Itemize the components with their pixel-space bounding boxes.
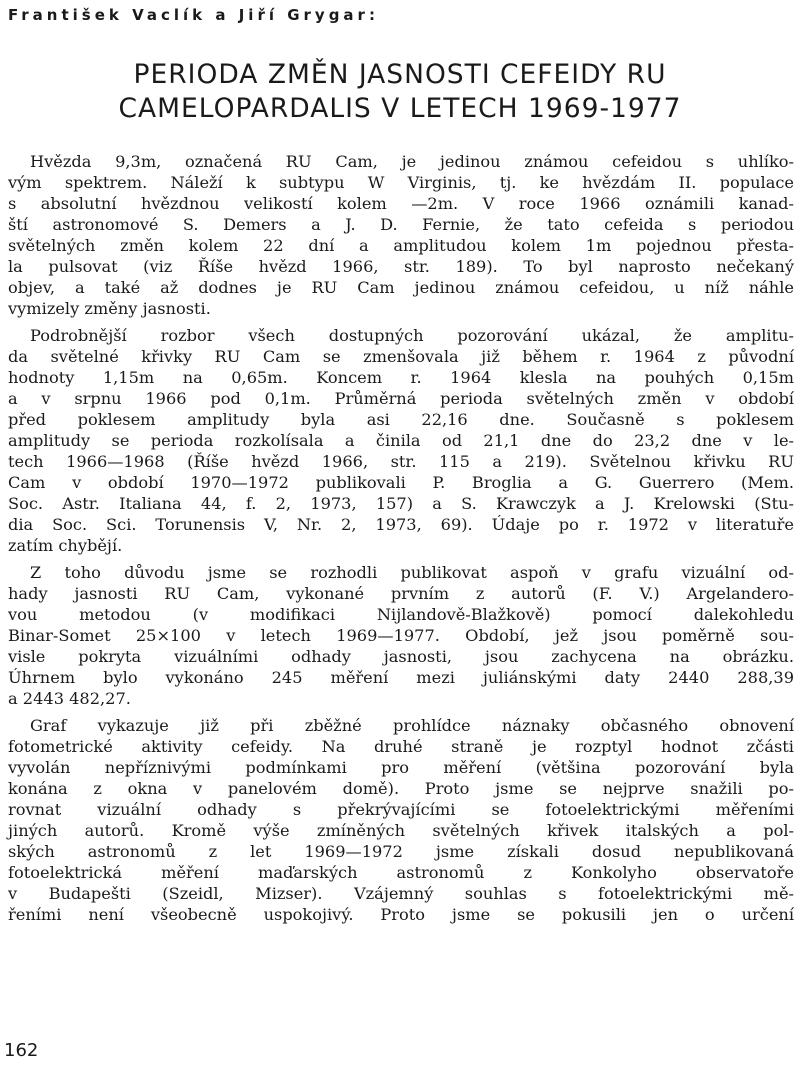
text-line: rovnat vizuální odhady s překrývajícími se fotoelektrickými měřeními (8, 800, 794, 819)
text-line: konána z okna v panelovém domě). Proto jsme se nejprve snažili po- (8, 779, 794, 798)
text-line: ských astronomů z let 1969—1972 jsme získali dosud nepublikovaná (8, 842, 794, 861)
text-line: s absolutní hvězdnou velikostí kolem —2m. V roce 1966 oznámili kanad- (8, 194, 794, 213)
text-line: Úhrnem bylo vykonáno 245 měření mezi juliánskými daty 2440 288,39 (8, 668, 794, 687)
text-line: Podrobnější rozbor všech dostupných pozorování ukázal, že amplitu- (30, 326, 794, 345)
text-line: hady jasnosti RU Cam, vykonané prvním z autorů (F. V.) Argelandero- (8, 584, 794, 603)
text-line: vou metodou (v modifikaci Nijlandově-Blažkově) pomocí dalekohledu (8, 605, 794, 624)
text-line: hodnoty 1,15m na 0,65m. Koncem r. 1964 klesla na pouhých 0,15m (8, 368, 794, 387)
text-line: a 2443 482,27. (8, 689, 131, 708)
text-line: Z toho důvodu jsme se rozhodli publikovat aspoň v grafu vizuální od- (30, 563, 794, 582)
text-line: vým spektrem. Náleží k subtypu W Virginis, tj. ke hvězdám II. populace (8, 173, 794, 192)
text-line: tech 1966—1968 (Říše hvězd 1966, str. 115 a 219). Světelnou křivku RU (8, 452, 794, 471)
text-line: zatím chybějí. (8, 536, 123, 555)
page-number: 162 (4, 1040, 39, 1061)
text-line: jiných autorů. Kromě výše zmíněných světelných křivek italských a pol- (8, 821, 794, 840)
text-line: Hvězda 9,3m, označená RU Cam, je jedinou známou cefeidou s uhlíko- (30, 152, 794, 171)
text-line: světelných změn kolem 22 dní a amplitudou kolem 1m pojednou přesta- (8, 236, 794, 255)
paragraph-3 (8, 562, 794, 709)
text-line: dia Soc. Sci. Torunensis V, Nr. 2, 1973, 69). Údaje po r. 1972 v literatuře (8, 515, 794, 534)
text-line: da světelné křivky RU Cam se zmenšovala již během r. 1964 z původní (8, 347, 794, 366)
title-line: CAMELOPARDALIS V LETECH 1969-1977 (118, 93, 682, 124)
article-authors: František Vaclík a Jiří Grygar: (8, 6, 379, 24)
text-line: Graf vykazuje již při zběžné prohlídce náznaky občasného obnovení (30, 716, 794, 735)
article-body (8, 151, 794, 931)
paragraph-4 (8, 715, 794, 925)
text-line: a v srpnu 1966 pod 0,1m. Průměrná perioda světelných změn v období (8, 389, 794, 408)
text-line: vyvolán nepříznivými podmínkami pro měření (většina pozorování byla (8, 758, 794, 777)
article-title (6, 58, 794, 126)
text-line: visle pokryta vizuálními odhady jasnosti, jsou zachycena na obrázku. (8, 647, 794, 666)
text-line: vymizely změny jasnosti. (8, 299, 211, 318)
text-line: Binar-Somet 25×100 v letech 1969—1977. Období, jež jsou poměrně sou- (8, 626, 794, 645)
text-line: la pulsovat (viz Říše hvězd 1966, str. 189). To byl naprosto nečekaný (8, 257, 794, 276)
text-line: fotometrické aktivity cefeidy. Na druhé straně je rozptyl hodnot zčásti (8, 737, 794, 756)
paragraph-1 (8, 151, 794, 319)
text-line: amplitudy se perioda rozkolísala a činila od 21,1 dne do 23,2 dne v le- (8, 431, 794, 450)
text-line: ští astronomové S. Demers a J. D. Fernie, že tato cefeida s periodou (8, 215, 794, 234)
text-line: fotoelektrická měření maďarských astronomů z Konkolyho observatoře (8, 863, 794, 882)
title-line: PERIODA ZMĚN JASNOSTI CEFEIDY RU (133, 59, 667, 90)
text-line: před poklesem amplitudy byla asi 22,16 dne. Současně s poklesem (8, 410, 794, 429)
paragraph-2 (8, 325, 794, 556)
text-line: Soc. Astr. Italiana 44, f. 2, 1973, 157) a S. Krawczyk a J. Krelowski (Stu- (8, 494, 794, 513)
text-line: Cam v období 1970—1972 publikovali P. Broglia a G. Guerrero (Mem. (8, 473, 794, 492)
text-line: objev, a také až dodnes je RU Cam jedinou známou cefeidou, u níž náhle (8, 278, 794, 297)
text-line: řeními není všeobecně uspokojivý. Proto jsme se pokusili jen o určení (8, 905, 794, 924)
text-line: v Budapešti (Szeidl, Mizser). Vzájemný souhlas s fotoelektrickými mě- (8, 884, 794, 903)
